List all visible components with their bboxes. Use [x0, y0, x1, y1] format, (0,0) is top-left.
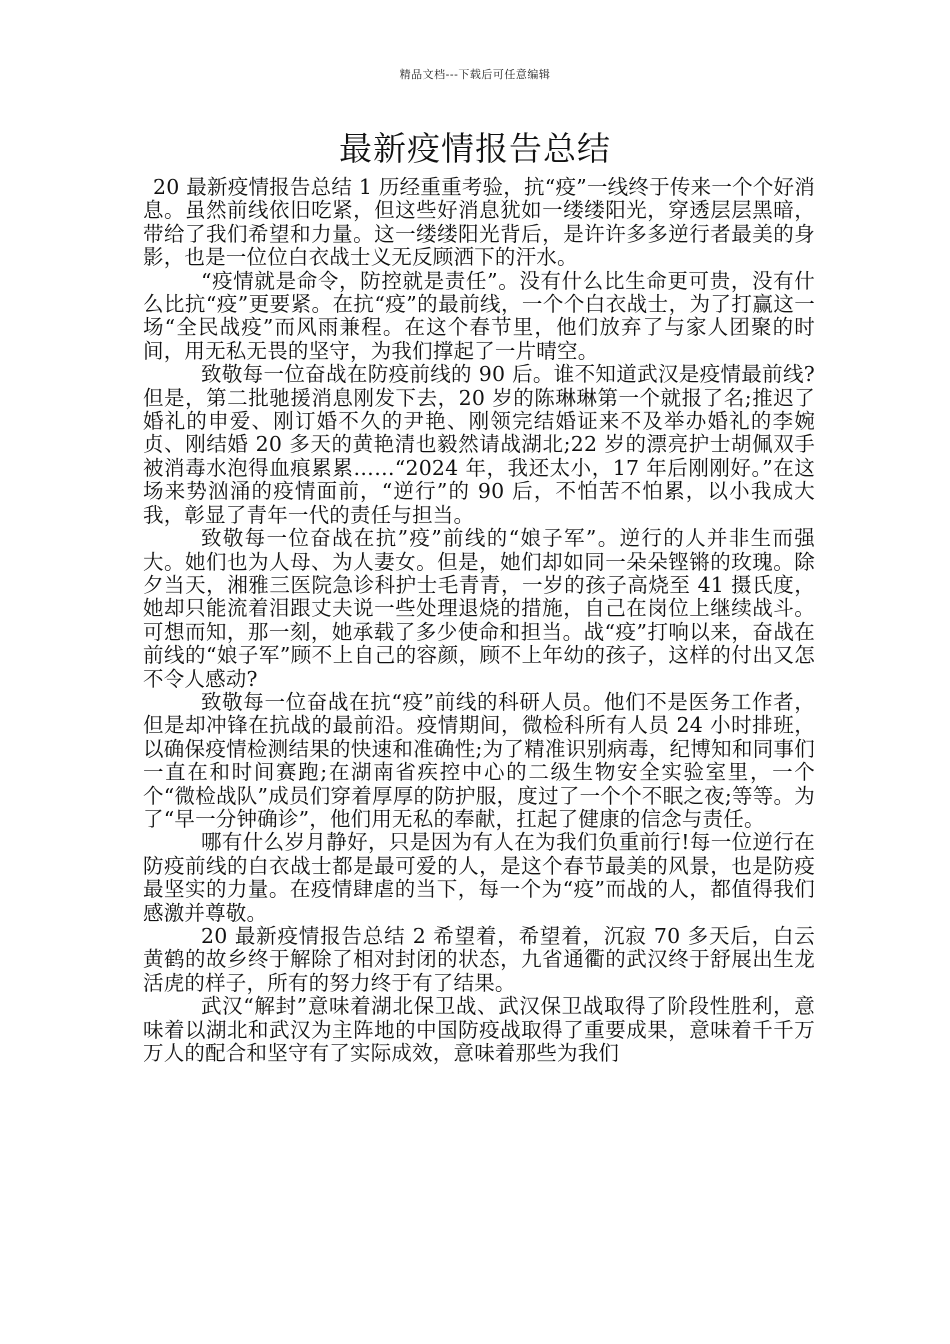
paragraph-7: 20 最新疫情报告总结 2 希望着，希望着，沉寂 70 多天后，白云黄鹤的故乡终于解除了相对封闭的状态，九省通衢的武汉终于舒展出生龙活虎的样子，所有的努力终于有了结果。: [143, 924, 815, 995]
paragraph-3: 致敬每一位奋战在防疫前线的 90 后。谁不知道武汉是疫情最前线?但是，第二批驰援消息刚发下去，20 岁的陈琳琳第一个就报了名;推迟了婚礼的申爱、刚订婚不久的尹艳、刚领完结婚证来不及举办婚礼的李婉贞、刚结婚 20 多天的黄艳清也毅然请战湖北;22 岁的漂亮护士胡佩双手被消毒水泡得血痕累累……“2024 年，我还太小，17 年后刚刚好。”在这场来势汹涌的疫情面前，“逆行”的 90 后，不怕苦不怕累，以小我成大我，彰显了青年一代的责任与担当。: [143, 362, 815, 527]
paragraph-4: 致敬每一位奋战在抗”疫”前线的“娘子军”。逆行的人并非生而强大。她们也为人母、为人妻女。但是，她们却如同一朵朵铿锵的玫瑰。除夕当天，湘雅三医院急诊科护士毛青青，一岁的孩子高烧至 41 摄氏度，她却只能流着泪跟丈夫说一些处理退烧的措施，自己在岗位上继续战斗。可想而知，那一刻，她承载了多少使命和担当。战“疫”打响以来，奋战在前线的“娘子军”顾不上自己的容颜，顾不上年幼的孩子，这样的付出又怎不令人感动?: [143, 526, 815, 691]
document-title: 最新疫情报告总结: [339, 129, 611, 168]
document-body: [143, 176, 815, 1065]
paragraph-1: 20 最新疫情报告总结 1 历经重重考验，抗“疫”一线终于传来一个个好消息。虽然前线依旧吃紧，但这些好消息犹如一缕缕阳光，穿透层层黑暗，带给了我们希望和力量。这一缕缕阳光背后，是许许多多逆行者最美的身影，也是一位位白衣战士义无反顾洒下的汗水。: [143, 175, 815, 270]
paragraph-2: “疫情就是命令，防控就是责任”。没有什么比生命更可贵，没有什么比抗“疫”更要紧。在抗“疫”的最前线，一个个白衣战士，为了打赢这一场“全民战疫”而风雨兼程。在这个春节里，他们放弃了与家人团聚的时间，用无私无畏的坚守，为我们撑起了一片晴空。: [143, 268, 815, 363]
paragraph-6: 哪有什么岁月静好，只是因为有人在为我们负重前行!每一位逆行在防疫前线的白衣战士都是最可爱的人，是这个春节最美的风景，也是防疫最坚实的力量。在疫情肆虐的当下，每一个为“疫”而战的人，都值得我们感激并尊敬。: [143, 830, 815, 925]
paragraph-5: 致敬每一位奋战在抗“疫”前线的科研人员。他们不是医务工作者，但是却冲锋在抗战的最前沿。疫情期间，微检科所有人员 24 小时排班，以确保疫情检测结果的快速和准确性;为了精准识别病毒，纪博知和同事们一直在和时间赛跑;在湖南省疾控中心的二级生物安全实验室里，一个个“微检战队”成员们穿着厚厚的防护服，度过了一个个不眠之夜;等等。为了“早一分钟确诊”，他们用无私的奉献，扛起了健康的信念与责任。: [143, 689, 815, 831]
paragraph-8: 武汉“解封”意味着湖北保卫战、武汉保卫战取得了阶段性胜利，意味着以湖北和武汉为主阵地的中国防疫战取得了重要成果，意味着千千万万人的配合和坚守有了实际成效，意味着那些为我们: [143, 994, 815, 1066]
header-note: 精品文档---下载后可任意编辑: [399, 68, 551, 81]
